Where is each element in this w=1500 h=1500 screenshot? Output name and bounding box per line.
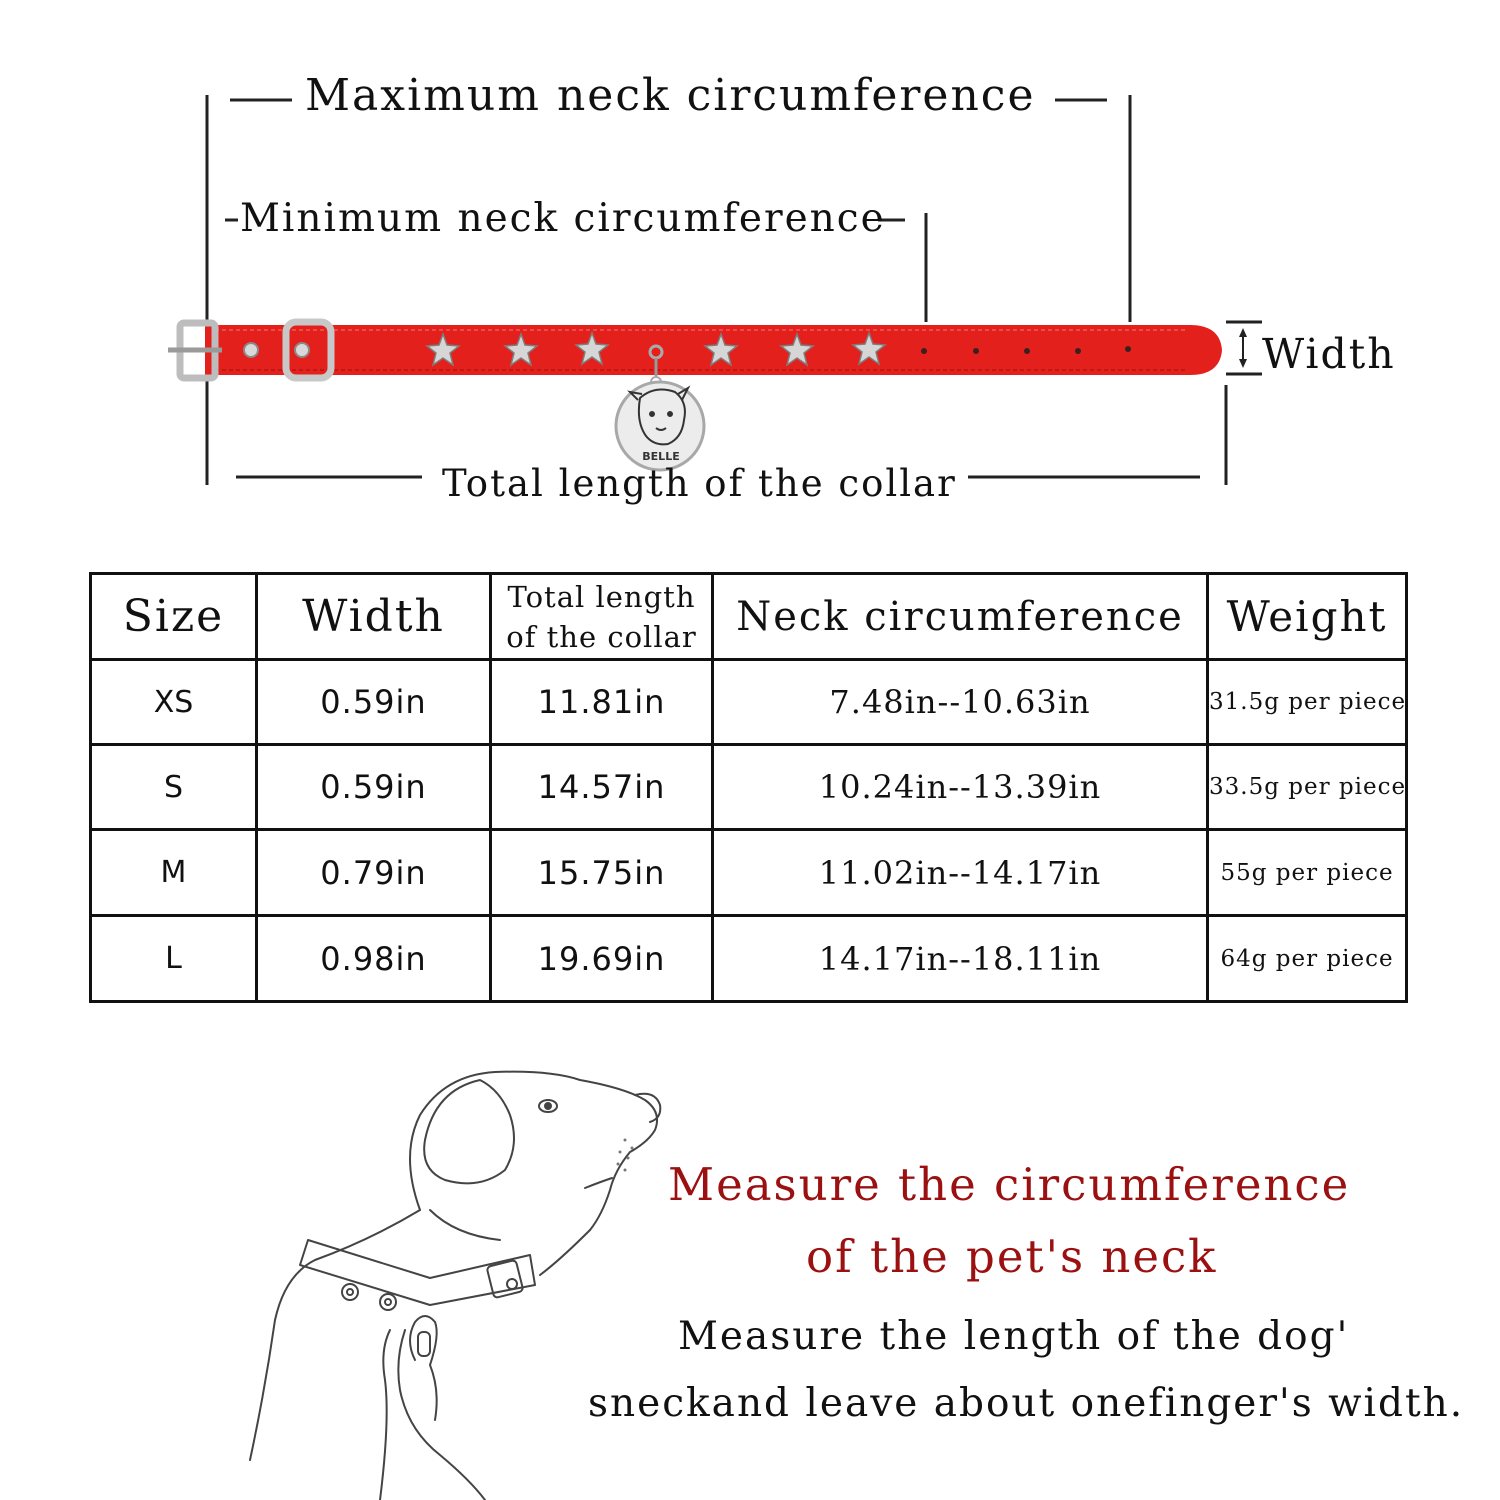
cell-weight: 31.5g per piece (1208, 660, 1407, 745)
cell-width: 0.98in (257, 916, 491, 1002)
header-neck-circumference: Neck circumference (713, 574, 1208, 660)
max-neck-label: Maximum neck circumference (305, 70, 1036, 121)
measure-instruction-line2: sneckand leave about onefinger's width. (588, 1381, 1465, 1426)
cell-length: 14.57in (491, 745, 713, 830)
dog-ear (424, 1080, 514, 1183)
cell-length: 11.81in (491, 660, 713, 745)
cell-neck: 11.02in--14.17in (713, 830, 1208, 916)
cell-length: 19.69in (491, 916, 713, 1002)
cell-size: M (91, 830, 257, 916)
cell-neck: 7.48in--10.63in (713, 660, 1208, 745)
buckle-icon (168, 323, 222, 378)
width-arrow-icon (1239, 328, 1247, 368)
cell-length: 15.75in (491, 830, 713, 916)
header-size: Size (91, 574, 257, 660)
tag-name-text: BELLE (642, 450, 680, 463)
header-total-length-line1: Total length (507, 579, 696, 614)
header-width: Width (257, 574, 491, 660)
table-header-row (91, 574, 1407, 660)
table-row (91, 660, 1407, 745)
header-weight: Weight (1208, 574, 1407, 660)
cell-weight: 55g per piece (1208, 830, 1407, 916)
cell-neck: 10.24in--13.39in (713, 745, 1208, 830)
cell-size: L (91, 916, 257, 1002)
measuring-hand (380, 1330, 390, 1500)
cell-width: 0.59in (257, 745, 491, 830)
dog-measuring-illustration (230, 1060, 670, 1500)
cell-neck: 14.17in--18.11in (713, 916, 1208, 1002)
cell-width: 0.59in (257, 660, 491, 745)
size-chart-table (89, 572, 1408, 1003)
measure-instruction-line1: Measure the length of the dog' (678, 1314, 1350, 1359)
measure-heading-line1: Measure the circumference (668, 1158, 1351, 1211)
cell-size: S (91, 745, 257, 830)
header-total-length (491, 574, 713, 660)
cell-weight: 33.5g per piece (1208, 745, 1407, 830)
width-label: Width (1262, 330, 1396, 378)
min-neck-label: Minimum neck circumference (240, 196, 886, 241)
cell-size: XS (91, 660, 257, 745)
table-row (91, 830, 1407, 916)
dog-collar (300, 1240, 535, 1305)
measure-heading-line2: of the pet's neck (806, 1230, 1218, 1283)
table-row (91, 916, 1407, 1002)
table-row (91, 745, 1407, 830)
cell-width: 0.79in (257, 830, 491, 916)
header-total-length-line2: of the collar (506, 619, 697, 654)
cell-weight: 64g per piece (1208, 916, 1407, 1002)
total-length-label: Total length of the collar (442, 462, 957, 505)
